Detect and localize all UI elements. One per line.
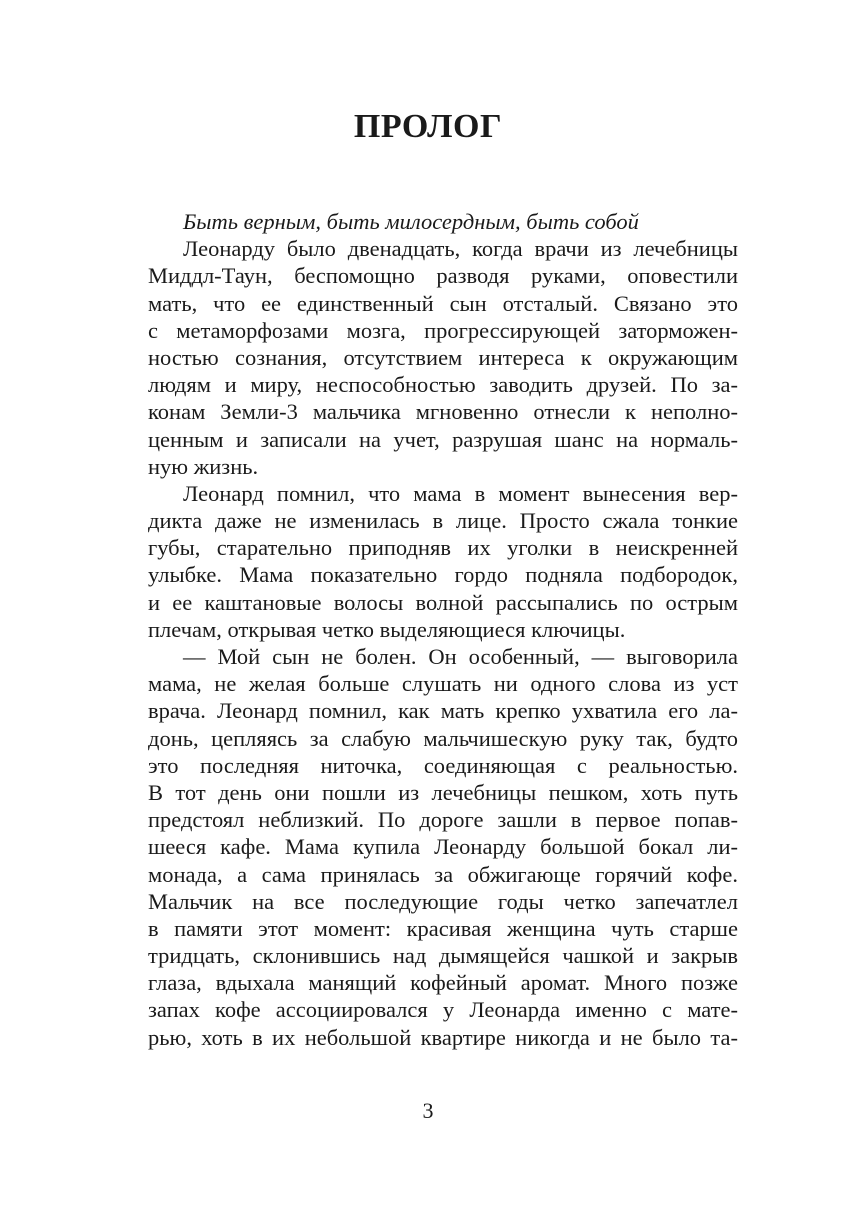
text-line: и ее каштановые волосы волной рассыпались по острым: [148, 589, 738, 615]
text-line: шееся кафе. Мама купила Леонарду большой бокал ли-: [148, 834, 738, 860]
page-number: 3: [422, 1098, 434, 1123]
epigraph: Быть верным, быть милосердным, быть собой: [183, 209, 639, 234]
text-line: дикта даже не изменилась в лице. Просто сжала тонкие: [148, 508, 738, 534]
text-line: людям и миру, неспособностью заводить друзей. По за-: [148, 372, 738, 398]
text-line: это последняя ниточка, соединяющая с реальностью.: [148, 752, 738, 778]
text-line: улыбке. Мама показательно гордо подняла подбородок,: [148, 562, 738, 588]
text-line: Леонард помнил, что мама в момент вынесения вер-: [183, 480, 738, 506]
text-line: врача. Леонард помнил, как мать крепко ухватила его ла-: [148, 698, 738, 724]
text-line: тридцать, склонившись над дымящейся чашкой и закрыв: [148, 943, 738, 969]
chapter-title: ПРОЛОГ: [353, 108, 503, 145]
text-line: с метаморфозами мозга, прогрессирующей заторможен-: [148, 317, 738, 343]
text-line: губы, старательно приподняв их уголки в неискренней: [148, 535, 738, 561]
text-line: предстоял неблизкий. По дороге зашли в первое попав-: [148, 807, 738, 833]
text-line: Леонарду было двенадцать, когда врачи из лечебницы: [183, 236, 738, 262]
text-line: рью, хоть в их небольшой квартире никогда и не было та-: [148, 1024, 738, 1050]
text-line: мама, не желая больше слушать ни одного слова из уст: [148, 671, 738, 697]
text-line: ценным и записали на учет, разрушая шанс на нормаль-: [148, 426, 738, 452]
text-line: Мальчик на все последующие годы четко запечатлел: [148, 888, 738, 914]
text-line: конам Земли-3 мальчика мгновенно отнесли к неполно-: [148, 399, 738, 425]
text-line: Миддл-Таун, беспомощно разводя руками, оповестили: [148, 263, 738, 289]
text-line: в памяти этот момент: красивая женщина чуть старше: [148, 915, 738, 941]
text-line: плечам, открывая четко выделяющиеся ключицы.: [148, 616, 626, 642]
body-text: [148, 208, 738, 1051]
text-line: монада, а сама принялась за обжигающе горячий кофе.: [148, 861, 738, 887]
text-line: — Мой сын не болен. Он особенный, — выговорила: [183, 644, 738, 669]
text-line: глаза, вдыхала манящий кофейный аромат. Много позже: [148, 970, 738, 996]
text-line: запах кофе ассоциировался у Леонарда именно с мате-: [148, 997, 738, 1023]
text-line: донь, цепляясь за слабую мальчишескую руку так, будто: [148, 725, 738, 751]
text-line: ностью сознания, отсутствием интереса к окружающим: [148, 344, 738, 370]
text-line: мать, что ее единственный сын отсталый. Связано это: [148, 290, 738, 316]
text-line: ную жизнь.: [148, 453, 259, 479]
text-line: В тот день они пошли из лечебницы пешком, хоть путь: [148, 779, 738, 805]
